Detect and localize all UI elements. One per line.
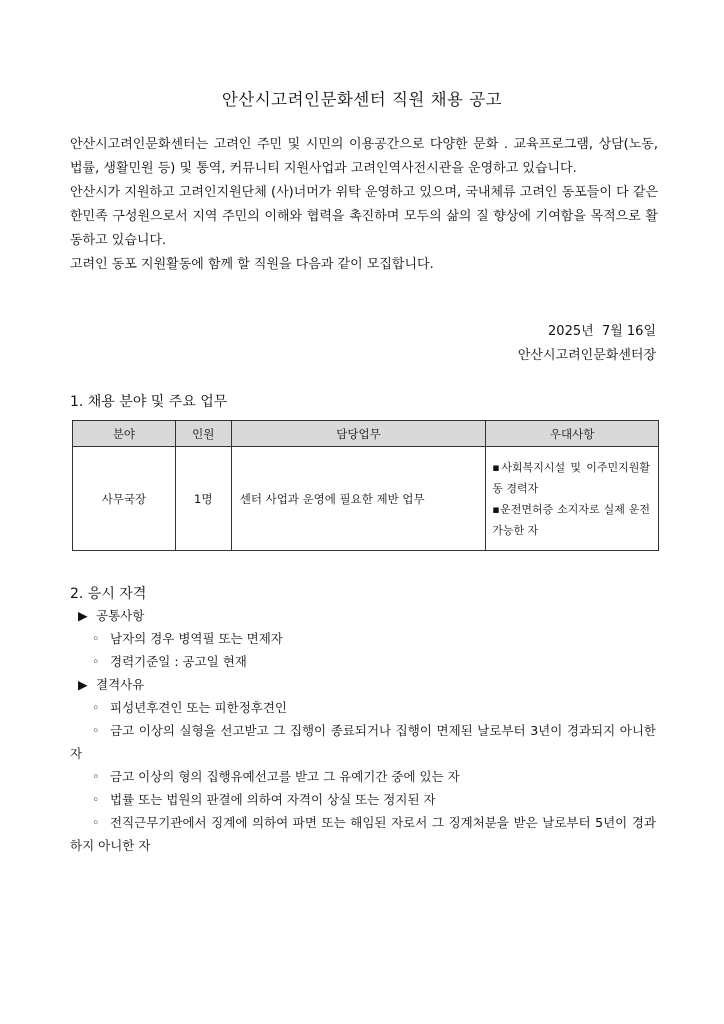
header-field: 분야	[73, 421, 176, 447]
header-duty: 담당업무	[231, 421, 486, 447]
common-heading-label: 공통사항	[96, 608, 145, 623]
triangle-marker-icon: ▶	[78, 677, 88, 692]
preference-item: ▪사회복지시설 및 이주민지원활동 경력자	[492, 460, 650, 495]
section-1-title: 1. 채용 분야 및 주요 업무	[70, 394, 228, 410]
section-2-title: 2. 응시 자격	[70, 586, 147, 602]
header-preference: 우대사항	[486, 421, 659, 447]
recruitment-table	[72, 420, 659, 551]
list-item: ◦ 경력기준일 : 공고일 현재	[0, 650, 724, 673]
intro-paragraph-3: 고려인 동포 지원활동에 함께 할 직원을 다음과 같이 모집합니다.	[70, 257, 434, 272]
cell-duty: 센터 사업과 운영에 필요한 제반 업무	[231, 447, 486, 551]
list-item: ◦ 금고 이상의 실형을 선고받고 그 집행이 종료되거나 집행이 면제된 날로부터 3년이 경과되지 아니한 자	[0, 719, 724, 765]
intro-text	[70, 133, 658, 277]
cell-count: 1명	[175, 447, 231, 551]
list-item: ◦ 전직근무기관에서 징계에 의하여 파면 또는 해임된 자로서 그 징계처분을 받은 날로부터 5년이 경과하지 아니한 자	[0, 811, 724, 857]
disqualification-heading	[0, 673, 724, 696]
organization-signature: 안산시고려인문화센터장	[517, 348, 656, 363]
triangle-marker-icon: ▶	[78, 608, 88, 623]
table-header-row	[73, 421, 659, 447]
disqualification-heading-label: 결격사유	[96, 677, 145, 692]
page-title: 안산시고려인문화센터 직원 채용 공고	[221, 90, 503, 109]
list-item: ◦ 피성년후견인 또는 피한정후견인	[0, 696, 724, 719]
bullet-icon: ◦	[92, 631, 100, 646]
bullet-icon: ◦	[92, 723, 100, 738]
list-item: ◦ 남자의 경우 병역필 또는 면제자	[0, 627, 724, 650]
qualification-list	[0, 604, 724, 857]
bullet-icon: ◦	[92, 792, 100, 807]
announcement-date: 2025년 7월 16일	[548, 324, 656, 339]
bullet-icon: ◦	[92, 769, 100, 784]
intro-paragraph-1: 안산시고려인문화센터는 고려인 주민 및 시민의 이용공간으로 다양한 문화 . 교육프로그램, 상담(노동, 법률, 생활민원 등) 및 통역, 커뮤니티 지원사업과 고려인역사전시관을 운영하고 있습니다.	[70, 137, 658, 176]
preference-item: ▪운전면허증 소지자로 실제 운전가능한 자	[492, 502, 650, 537]
list-item: ◦ 법률 또는 법원의 판결에 의하여 자격이 상실 또는 정지된 자	[0, 788, 724, 811]
common-heading	[0, 604, 724, 627]
bullet-icon: ◦	[92, 815, 100, 830]
cell-preferences	[486, 447, 659, 551]
list-item: ◦ 금고 이상의 형의 집행유예선고를 받고 그 유예기간 중에 있는 자	[0, 765, 724, 788]
header-count: 인원	[175, 421, 231, 447]
bullet-icon: ◦	[92, 654, 100, 669]
bullet-icon: ◦	[92, 700, 100, 715]
intro-paragraph-2: 안산시가 지원하고 고려인지원단체 (사)너머가 위탁 운영하고 있으며, 국내체류 고려인 동포들이 다 같은 한민족 구성원으로서 지역 주민의 이해와 협력을 촉진하며 모두의 삶의 질 향상에 기여함을 목적으로 활동하고 있습니다.	[70, 185, 658, 248]
table-row	[73, 447, 659, 551]
cell-field: 사무국장	[73, 447, 176, 551]
